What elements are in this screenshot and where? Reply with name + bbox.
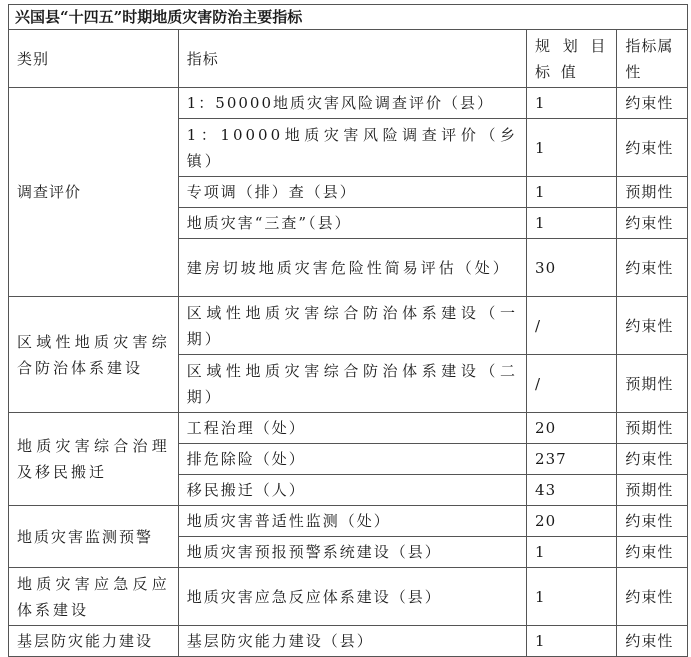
category-cell: 地质灾害应急反应体系建设 [9, 568, 179, 626]
table-row [9, 297, 688, 355]
target-cell: 1 [527, 119, 617, 177]
target-cell: 1 [527, 177, 617, 208]
table-header-row [9, 30, 688, 88]
table-title: 兴国县“十四五”时期地质灾害防治主要指标 [9, 5, 688, 30]
indicator-cell: 地质灾害“三查”（县） [178, 208, 526, 239]
table-row [9, 568, 688, 626]
attribute-cell: 预期性 [617, 413, 688, 444]
target-cell: 30 [527, 239, 617, 297]
indicator-cell: 地质灾害普适性监测（处） [178, 506, 526, 537]
indicator-cell: 地质灾害预报预警系统建设（县） [178, 537, 526, 568]
indicator-cell: 工程治理（处） [178, 413, 526, 444]
indicator-cell: 排危除险（处） [178, 444, 526, 475]
header-category: 类别 [9, 30, 179, 88]
target-cell: 1 [527, 537, 617, 568]
category-cell: 区域性地质灾害综合防治体系建设 [9, 297, 179, 413]
category-cell: 地质灾害监测预警 [9, 506, 179, 568]
target-cell: 20 [527, 413, 617, 444]
attribute-cell: 预期性 [617, 355, 688, 413]
indicator-cell: 1：50000地质灾害风险调查评价（县） [178, 88, 526, 119]
attribute-cell: 约束性 [617, 444, 688, 475]
target-cell: 1 [527, 568, 617, 626]
table-row [9, 413, 688, 444]
target-cell: 1 [527, 626, 617, 657]
attribute-cell: 约束性 [617, 208, 688, 239]
header-target: 规 划 目 标 值 [527, 30, 617, 88]
indicator-table-container [8, 4, 688, 657]
header-indicator: 指标 [178, 30, 526, 88]
attribute-cell: 约束性 [617, 297, 688, 355]
category-cell: 调查评价 [9, 88, 179, 297]
attribute-cell: 预期性 [617, 475, 688, 506]
indicator-cell: 区域性地质灾害综合防治体系建设（二期） [178, 355, 526, 413]
target-cell: / [527, 355, 617, 413]
indicator-table [8, 4, 688, 657]
target-cell: 237 [527, 444, 617, 475]
attribute-cell: 约束性 [617, 88, 688, 119]
indicator-cell: 地质灾害应急反应体系建设（县） [178, 568, 526, 626]
category-cell: 基层防灾能力建设 [9, 626, 179, 657]
table-row [9, 626, 688, 657]
attribute-cell: 约束性 [617, 239, 688, 297]
category-cell: 地质灾害综合治理及移民搬迁 [9, 413, 179, 506]
attribute-cell: 约束性 [617, 119, 688, 177]
indicator-cell: 区域性地质灾害综合防治体系建设（一期） [178, 297, 526, 355]
indicator-cell: 基层防灾能力建设（县） [178, 626, 526, 657]
target-cell: 1 [527, 208, 617, 239]
attribute-cell: 约束性 [617, 506, 688, 537]
target-cell: 43 [527, 475, 617, 506]
indicator-cell: 专项调（排）查（县） [178, 177, 526, 208]
target-cell: / [527, 297, 617, 355]
header-attribute: 指标属性 [617, 30, 688, 88]
attribute-cell: 约束性 [617, 537, 688, 568]
indicator-cell: 1：10000地质灾害风险调查评价（乡镇） [178, 119, 526, 177]
target-cell: 1 [527, 88, 617, 119]
attribute-cell: 预期性 [617, 177, 688, 208]
attribute-cell: 约束性 [617, 626, 688, 657]
table-row [9, 88, 688, 119]
table-row [9, 506, 688, 537]
indicator-cell: 建房切坡地质灾害危险性简易评估（处） [178, 239, 526, 297]
table-title-row [9, 5, 688, 30]
indicator-cell: 移民搬迁（人） [178, 475, 526, 506]
attribute-cell: 约束性 [617, 568, 688, 626]
target-cell: 20 [527, 506, 617, 537]
